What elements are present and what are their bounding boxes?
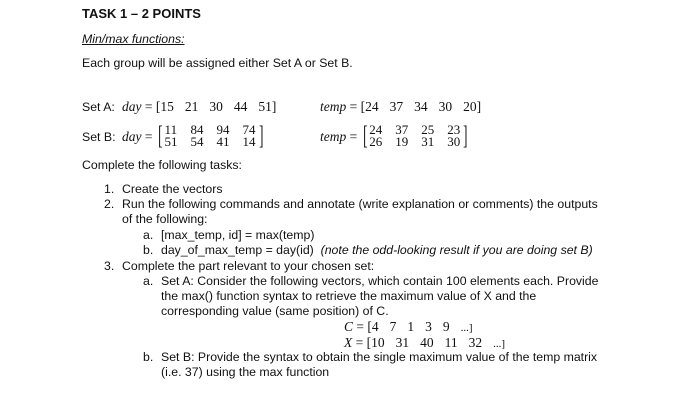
value: 34 — [414, 99, 428, 114]
intro-text: Each group will be assigned either Set A or Set B. — [82, 56, 353, 70]
value: 94 — [216, 122, 230, 137]
vector-x: X = [10 31 40 11 32 ...] — [344, 335, 506, 350]
task-3b-number: b. — [143, 350, 154, 364]
value: 14 — [242, 134, 256, 149]
value: 30 — [447, 134, 461, 149]
value: 32 — [468, 335, 483, 350]
task-3-number: 3. — [104, 259, 115, 273]
value: 11 — [444, 335, 458, 350]
value: 30 — [438, 99, 453, 114]
value: 10 — [371, 335, 385, 350]
value: 37 — [395, 122, 409, 137]
value: 1 — [407, 319, 415, 334]
set-b-day-matrix: day = [ 11 84 94 74 51 54 41 14 ] — [122, 121, 264, 150]
value: 26 — [369, 134, 383, 149]
value: 11 — [164, 122, 178, 137]
page-title: TASK 1 – 2 POINTS — [82, 6, 201, 21]
value: ...] — [460, 322, 473, 334]
var-name: day — [122, 128, 142, 144]
task-3b-line: Set B: Provide the syntax to obtain the single maximum value of the temp matrix — [161, 350, 598, 364]
value: 4 — [371, 319, 379, 334]
task-2-text: Run the following commands and annotate (write explanation or comments) the outputs — [122, 197, 598, 211]
value: 30 — [209, 99, 223, 114]
section-subtitle: Min/max functions: — [82, 32, 185, 46]
value: 51 — [258, 99, 272, 114]
value: 15 — [160, 99, 174, 114]
value: 41 — [216, 134, 230, 149]
task-2-number: 2. — [104, 197, 115, 211]
note: (note the odd-looking result if you are doing set B) — [320, 243, 593, 257]
task-3a-line: the max() function syntax to retrieve the maximum value of X and the — [161, 289, 537, 303]
set-b-temp-matrix: temp = [ 24 37 25 23 26 19 31 30 ] — [320, 121, 468, 150]
value: 9 — [442, 319, 450, 334]
set-a-day-vector: day = [15 21 30 44 51] — [122, 99, 277, 114]
value: 54 — [190, 134, 204, 149]
value: 51 — [164, 134, 178, 149]
value: 31 — [421, 134, 435, 149]
var-name: day — [122, 99, 142, 114]
task-3a-line: corresponding value (same position) of C. — [161, 304, 389, 318]
value: 44 — [233, 99, 248, 114]
task-2b-number: b. — [143, 243, 154, 257]
task-1-text: Create the vectors — [122, 182, 223, 196]
set-a-temp-vector: temp = [24 37 34 30 20] — [320, 99, 482, 114]
task-2a-text: [max_temp, id] = max(temp) — [161, 228, 315, 242]
value: 23 — [447, 122, 461, 137]
value: 84 — [190, 122, 204, 137]
task-2-text-cont: of the following: — [122, 212, 208, 226]
var-name: temp — [320, 128, 347, 144]
var-name: temp — [320, 99, 347, 114]
task-2a-number: a. — [143, 228, 154, 242]
value: 40 — [420, 335, 434, 350]
value: 20 — [463, 99, 477, 114]
task-3-text: Complete the part relevant to your chosen set: — [122, 259, 375, 273]
value: 25 — [421, 122, 435, 137]
set-b-label: Set B: — [82, 130, 116, 144]
value: 74 — [242, 122, 256, 137]
var-name: X — [344, 335, 353, 350]
task-3a-number: a. — [143, 274, 154, 288]
value: 24 — [369, 122, 383, 137]
value: 21 — [184, 99, 199, 114]
vector-c: C = [4 7 1 3 9 ...] — [344, 319, 473, 334]
value: 31 — [395, 335, 410, 350]
set-a-label: Set A: — [82, 100, 115, 114]
task-1-number: 1. — [104, 182, 115, 196]
value: 37 — [389, 99, 404, 114]
task-3a-line: Set A: Consider the following vectors, which contain 100 elements each. Provide — [161, 274, 599, 288]
command: day_of_max_temp = day(id) — [161, 243, 314, 257]
value: ...] — [493, 338, 506, 350]
value: 7 — [389, 319, 397, 334]
task-2b-text — [161, 243, 593, 258]
value: 19 — [395, 134, 409, 149]
task-3b-line: (i.e. 37) using the max function — [161, 365, 330, 379]
var-name: C — [344, 319, 354, 334]
value: 24 — [365, 99, 379, 114]
tasks-heading: Complete the following tasks: — [82, 158, 242, 172]
value: 3 — [425, 319, 432, 334]
